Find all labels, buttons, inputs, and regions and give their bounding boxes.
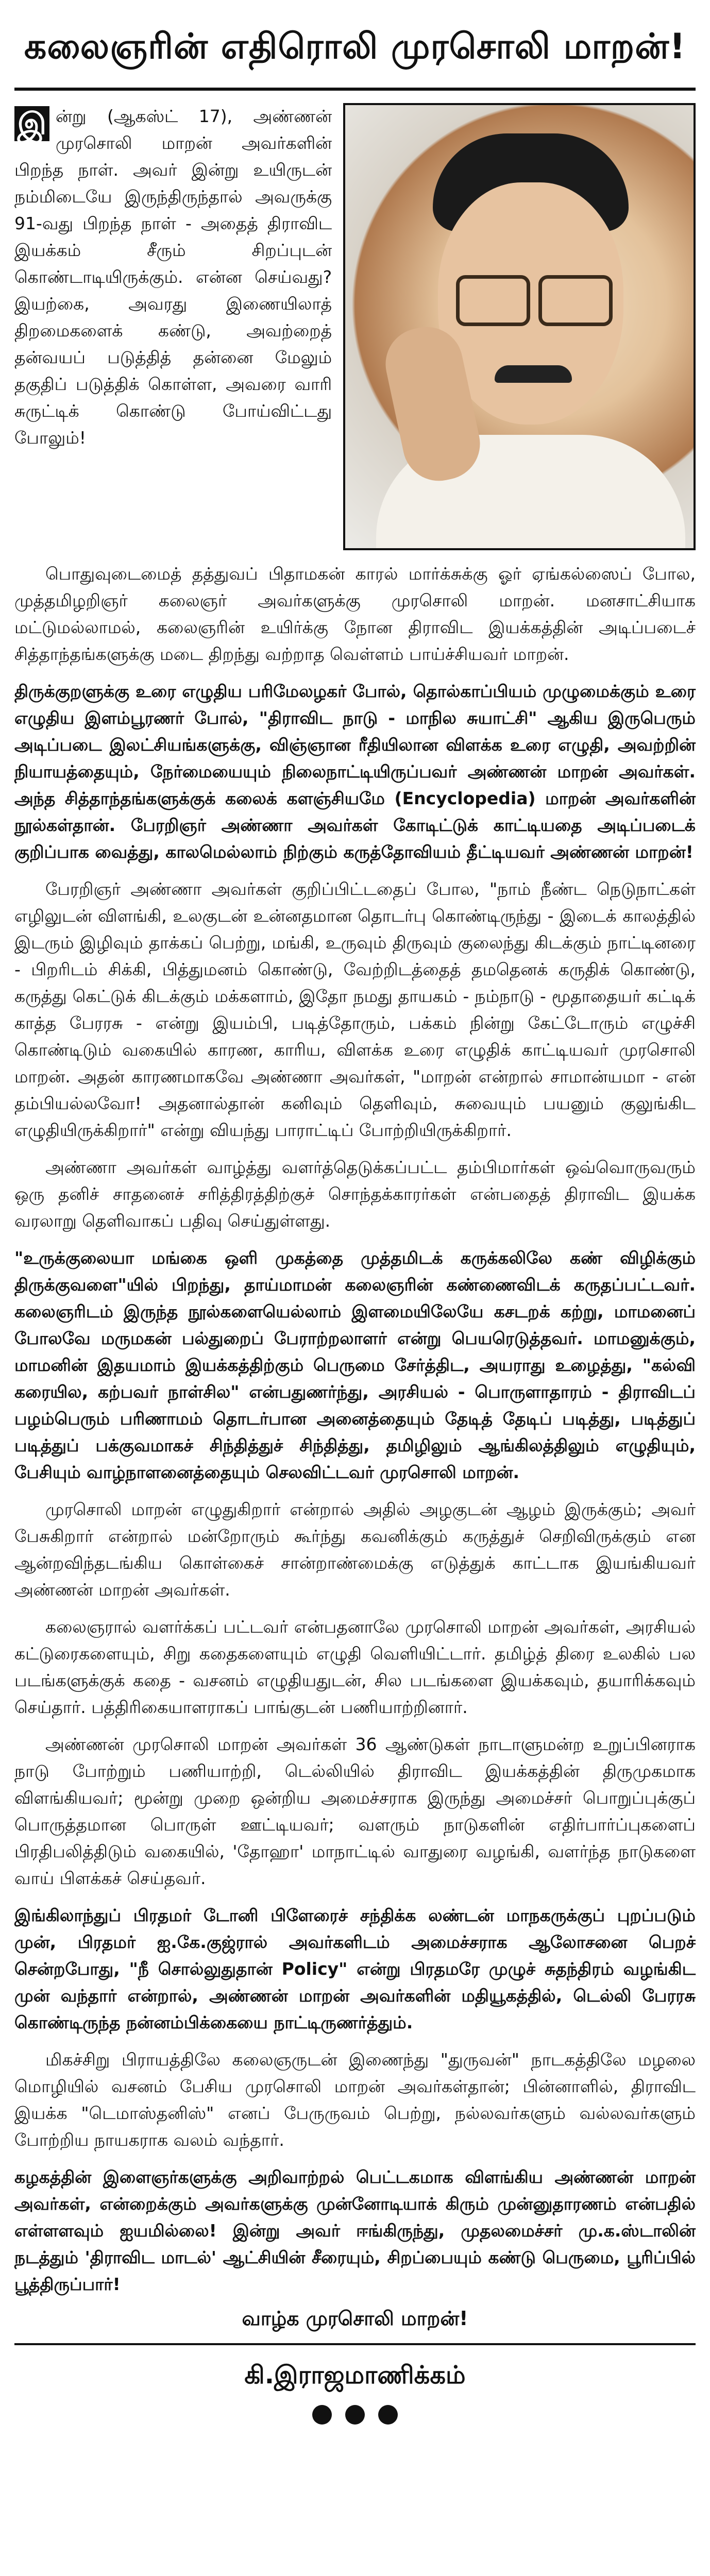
paragraph: பொதுவுடைமைத் தத்துவப் பிதாமகன் காரல் மார்க்சுக்கு ஓர் ஏங்கல்ஸைப் போல, முத்தமிழறிஞர் கலைஞர் அவர்களுக்கு முரசொலி மாறன். மனசாட்சியாக மட்டுமல்லாமல், கலைஞரின் உயிர்க்கு நோன திராவிட இயக்கத்தின் அடிப்படைச் சித்தாந்தங்களுக்கு மடை திறந்து வற்றாத வெள்ளம் பாய்ச்சியவர் மாறன். — [14, 564, 696, 664]
drop-cap: இ — [14, 106, 49, 141]
ornament-dot — [345, 2405, 365, 2425]
paragraph: பேரறிஞர் அண்ணா அவர்கள் குறிப்பிட்டதைப் போல, "நாம் நீண்ட நெடுநாட்கள் எழிலுடன் விளங்கி, உலகுடன் உன்னதமான தொடர்பு கொண்டிருந்து - இடைக் காலத்தில் இடரும் இழிவும் தாக்கப் பெற்று, மங்கி, உருவும் திருவும் குலைந்து கிடக்கும் நாட்டினரை - பிறரிடம் சிக்கி, பித்துமனம் கொண்டு, வேற்றிடத்தைத் தமதெனக் கருதிக் கொண்டு, கருத்து கெட்டுக் கிடக்கும் மக்களாம், இதோ நமது தாயகம் - நம்நாடு - மூதாதையர் கட்டிக் காத்த பேரரசு - என்று இயம்பி, படித்தோரும், பக்கம் நின்று கேட்டோரும் எழுச்சி கொண்டிடும் வகையில் காரண, காரிய, விளக்க உரை எழுதிக் காட்டியவர் முரசொலி மாறன். அதன் காரணமாகவே அண்ணா அவர்கள், "மாறன் என்றால் சாமான்யமா - என் தம்பியல்லவோ! அதனால்தான் கனிவும் தெளிவும், சுவையும் பயனும் குலுங்கிட எழுதியிருக்கிறார்" என்று வியந்து பாராட்டிப் போற்றியிருக்கிறார். — [14, 879, 696, 1140]
author-name: கி.இராஜமாணிக்கம் — [244, 2361, 466, 2389]
ornament-dot — [312, 2405, 332, 2425]
intro-paragraph: ன்று (ஆகஸ்ட் 17), அண்ணன் முரசொலி மாறன் அவர்களின் பிறந்த நாள். அவர் இன்று உயிருடன் நம்மிடையே இருந்திருந்தால் அவருக்கு 91-வது பிறந்த நாள் - அதைத் திராவிட இயக்கம் சீரும் சிறப்புடன் கொண்டாடியிருக்கும். என்ன செய்வது? இயற்கை, அவரது இணையிலாத் திறமைகளைக் கண்டு, அவற்றைத் தன்வயப் படுத்தித் தன்னை மேலும் தகுதிப் படுத்திக் கொள்ள, அவரை வாரி சுருட்டிக் கொண்டு போய்விட்டது போலும்! — [14, 106, 332, 448]
paragraph-bold: திருக்குறளுக்கு உரை எழுதிய பரிமேலழகர் போல், தொல்காப்பியம் முழுமைக்கும் உரை எழுதிய இளம்பூரணர் போல், "திராவிட நாடு - மாநில சுயாட்சி" ஆகிய இருபெரும் அடிப்படை இலட்சியங்களுக்கு, விஞ்ஞான ரீதியிலான விளக்க உரை எழுதி, அவற்றின் நியாயத்தையும், நேர்மையையும் நிலைநாட்டியிருப்பவர் அண்ணன் மாறன் அவர்கள். அந்த சித்தாந்தங்களுக்குக் கலைக் களஞ்சியமே (Encyclopedia) மாறன் அவர்களின் நூல்கள்தான். பேரறிஞர் அண்ணா அவர்கள் கோடிட்டுக் காட்டியதை அடிப்படைக் குறிப்பாக வைத்து, காலமெல்லாம் நிற்கும் கருத்தோவியம் தீட்டியவர் அண்ணன் மாறன்! — [14, 681, 696, 862]
intro-section — [14, 103, 696, 550]
paragraph: முரசொலி மாறன் எழுதுகிறார் என்றால் அதில் அழகுடன் ஆழம் இருக்கும்; அவர் பேசுகிறார் என்றால் மன்றோரும் கூர்ந்து கவனிக்கும் கருத்துச் செறிவிருக்கும் என ஆன்றவிந்தடங்கிய கொள்கைச் சான்றாண்மைக்கு எடுத்துக் காட்டாக இயங்கியவர் அண்ணன் மாறன் அவர்கள். — [14, 1499, 696, 1600]
paragraph: மிகச்சிறு பிராயத்திலே கலைஞருடன் இணைந்து "துருவன்" நாடகத்திலே மழலை மொழியில் வசனம் பேசிய முரசொலி மாறன் அவர்கள்தான்; பின்னாளில், திராவிட இயக்க "டெமாஸ்தனிஸ்" எனப் பேருருவம் பெற்று, நல்லவர்களும் வல்லவர்களும் போற்றிய நாயகராக வலம் வந்தார். — [14, 2049, 696, 2150]
paragraph-bold: கழகத்தின் இளைஞர்களுக்கு அறிவாற்றல் பெட்டகமாக விளங்கிய அண்ணன் மாறன் அவர்கள், என்றைக்கும் அவர்களுக்கு முன்னோடியாக் கிரும் முன்னுதாரணம் என்பதில் எள்ளளவும் ஐயமில்லை! இன்று அவர் ஈங்கிருந்து, முதலமைச்சர் மு.க.ஸ்டாலின் நடத்தும் 'திராவிட மாடல்' ஆட்சியின் சீரையும், சிறப்பையும் கண்டு பெருமை, பூரிப்பில் பூத்திருப்பார்! — [14, 2167, 696, 2294]
closing-slogan: வாழ்க முரசொலி மாறன்! — [242, 2307, 468, 2330]
portrait-photo — [343, 103, 696, 550]
end-ornament — [14, 2405, 696, 2425]
paragraph-bold: இங்கிலாந்துப் பிரதமர் டோனி பிளேரைச் சந்திக்க லண்டன் மாநகருக்குப் புறப்படும் முன், பிரதமர் ஐ.கே.குஜ்ரால் அவர்களிடம் அமைச்சராக ஆலோசனை பெறச் சென்றபோது, "நீ சொல்லுதுதான் Policy" என்று பிரதமரே முழுச் சுதந்திரம் வழங்கிட முன் வந்தார் என்றால், அண்ணன் மாறன் அவர்களின் மதியூகத்தில், டெல்லி பேரரசு கொண்டிருந்த நன்னம்பிக்கையை நாட்டிருணர்த்தும். — [14, 1905, 696, 2032]
paragraph: அண்ணா அவர்கள் வாழ்த்து வளர்த்தெடுக்கப்பட்ட தம்பிமார்கள் ஒவ்வொருவரும் ஒரு தனிச் சாதனைச் சரித்திரத்திற்குச் சொந்தக்காரர்கள் என்பதைத் திராவிட இயக்க வரலாறு தெளிவாகப் பதிவு செய்துள்ளது. — [14, 1157, 696, 1231]
intro-text — [14, 103, 332, 550]
article — [14, 10, 696, 2576]
headline: கலைஞரின் எதிரொலி முரசொலி மாறன்! — [24, 26, 686, 67]
photo-glasses-right — [538, 275, 613, 326]
photo-mustache — [495, 365, 572, 383]
paragraph: அண்ணன் முரசொலி மாறன் அவர்கள் 36 ஆண்டுகள் நாடாளுமன்ற உறுப்பினராக நாடு போற்றும் பணியாற்றி, டெல்லியில் திராவிட இயக்கத்தின் திருமுகமாக விளங்கியவர்; மூன்று முறை ஒன்றிய அமைச்சராக இருந்து அமைச்சர் பொறுப்புக்குப் பொருத்தமான பொருள் ஊட்டியவர்; வளரும் நாடுகளின் எதிர்பார்ப்புகளைப் பிரதிபலித்திடும் வகையில், 'தோஹா' மாநாட்டில் வாதுரை வழங்கி, வளர்ந்த நாடுகளை வாய் பிளக்கச் செய்தவர். — [14, 1734, 696, 1888]
ornament-dot — [378, 2405, 398, 2425]
paragraph: கலைஞரால் வளர்க்கப் பட்டவர் என்பதனாலே முரசொலி மாறன் அவர்கள், அரசியல் கட்டுரைகளையும், சிறு கதைகளையும் எழுதி வெளியிட்டார். தமிழ்த் திரை உலகில் பல படங்களுக்குக் கதை - வசனம் எழுதியதுடன், சில படங்களை இயக்கவும், தயாரிக்கவும் செய்தார். பத்திரிகையாளராகப் பாங்குடன் பணியாற்றினார். — [14, 1617, 696, 1717]
paragraph-bold: "உருக்குலையா மங்கை ஒளி முகத்தை முத்தமிடக் கருக்கலிலே கண் விழிக்கும் திருக்குவளை"யில் பிறந்து, தாய்மாமன் கலைஞரின் கண்ணைவிடக் கருதப்பட்டவர். கலைஞரிடம் இருந்த நூல்களையெல்லாம் இளமையிலேயே கசடறக் கற்று, மாமனைப் போலவே மருமகன் பல்துறைப் பேராற்றலாளர் என்று பெயரெடுத்தவர். மாமனுக்கும், மாமனின் இதயமாம் இயக்கத்திற்கும் பெருமை சேர்த்திட, அயராது உழைத்து, "கல்வி கரையில, கற்பவர் நாள்சில" என்பதுணர்ந்து, அரசியல் - பொருளாதாரம் - திராவிடப் பழம்பெரும் பரிணாமம் தொடர்பான அனைத்தையும் தேடித் தேடிப் படித்து, படித்துப் படித்துப் பக்குவமாகச் சிந்தித்துச் சிந்தித்து, தமிழிலும் ஆங்கிலத்திலும் எழுதியும், பேசியும் வாழ்நாளனைத்தையும் செலவிட்டவர் முரசொலி மாறன். — [14, 1248, 696, 1482]
photo-glasses-left — [456, 275, 530, 326]
headline-bar — [14, 10, 696, 91]
divider — [14, 2343, 696, 2345]
